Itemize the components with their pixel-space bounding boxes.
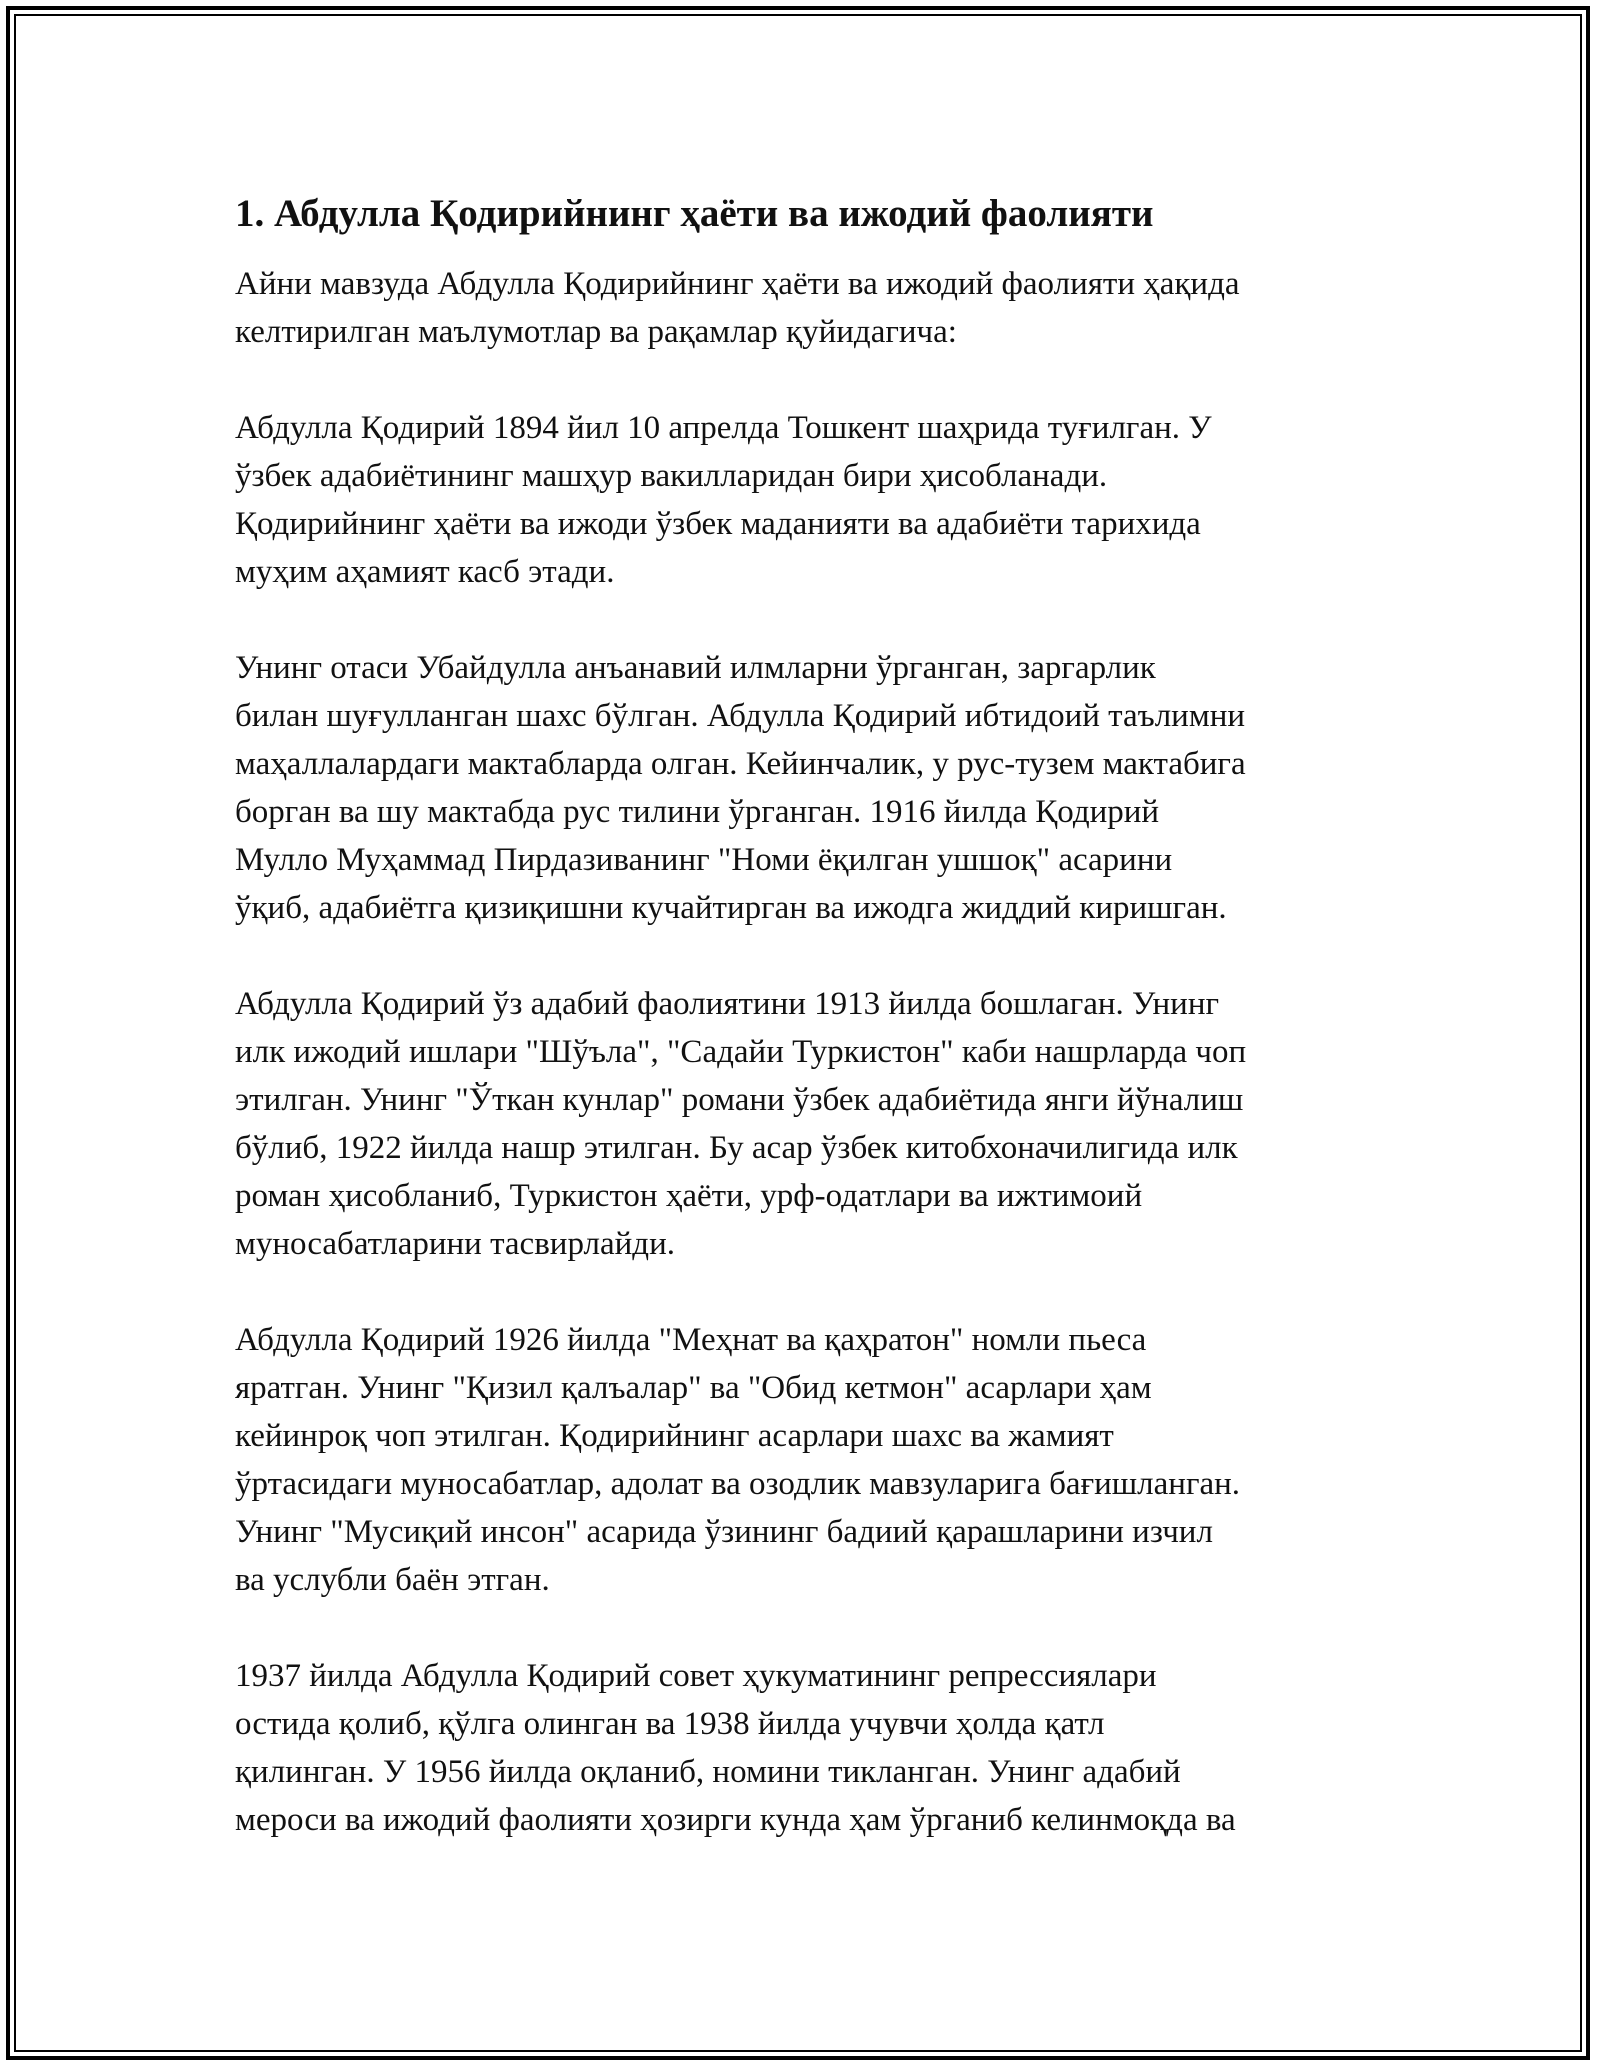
text-line: яратган. Унинг "Қизил қалъалар" ва "Обид кетмон" асарлари ҳам <box>235 1370 1152 1406</box>
text-line: Унинг отаси Убайдулла анъанавий илмларни ўрганган, заргарлик <box>235 650 1156 686</box>
paragraph-works <box>235 1316 1385 1604</box>
section-heading: 1. Абдулла Қодирийнинг ҳаёти ва ижодий фаолияти <box>235 192 1154 235</box>
text-line: Қодирийнинг ҳаёти ва ижоди ўзбек маданияти ва адабиёти тарихида <box>235 506 1201 542</box>
text-line: кейинроқ чоп этилган. Қодирийнинг асарлари шахс ва жамият <box>235 1418 1114 1454</box>
text-line: бўлиб, 1922 йилда нашр этилган. Бу асар ўзбек китобхоначилигида илк <box>235 1130 1238 1166</box>
text-line: Айни мавзуда Абдулла Қодирийнинг ҳаёти ва ижодий фаолияти ҳақида <box>235 266 1240 302</box>
text-line: Абдулла Қодирий ўз адабий фаолиятини 1913 йилда бошлаган. Унинг <box>235 986 1220 1022</box>
text-line: Унинг "Мусиқий инсон" асарида ўзининг бадиий қарашларини изчил <box>235 1514 1213 1550</box>
text-line: Абдулла Қодирий 1894 йил 10 апрелда Тошкент шаҳрида туғилган. У <box>235 410 1212 446</box>
text-line: мероси ва ижодий фаолияти ҳозирги кунда ҳам ўрганиб келинмоқда ва <box>235 1802 1236 1838</box>
text-line: ва услубли баён этган. <box>235 1562 550 1598</box>
text-line: қилинган. У 1956 йилда оқланиб, номини тикланган. Унинг адабий <box>235 1754 1181 1790</box>
document-body <box>235 188 1385 1892</box>
text-line: борган ва шу мактабда рус тилини ўрганган. 1916 йилда Қодирий <box>235 794 1160 830</box>
text-line: Абдулла Қодирий 1926 йилда "Меҳнат ва қаҳратон" номли пьеса <box>235 1322 1147 1358</box>
text-line: Мулло Муҳаммад Пирдазиванинг "Номи ёқилган ушшоқ" асарини <box>235 842 1173 878</box>
text-line: муҳим аҳамият касб этади. <box>235 554 615 590</box>
text-line: ўртасидаги муносабатлар, адолат ва озодлик мавзуларига бағишланган. <box>235 1466 1241 1502</box>
paragraph-literary-start <box>235 980 1385 1268</box>
paragraph-intro <box>235 260 1385 356</box>
paragraph-birth <box>235 404 1385 596</box>
text-line: муносабатларини тасвирлайди. <box>235 1226 675 1262</box>
text-line: билан шуғулланган шахс бўлган. Абдулла Қодирий ибтидоий таълимни <box>235 698 1246 734</box>
text-line: роман ҳисобланиб, Туркистон ҳаёти, урф-одатлари ва ижтимоий <box>235 1178 1143 1214</box>
paragraph-education <box>235 644 1385 932</box>
text-line: этилган. Унинг "Ўткан кунлар" романи ўзбек адабиётида янги йўналиш <box>235 1082 1244 1118</box>
text-line: ўқиб, адабиётга қизиқишни кучайтирган ва ижодга жиддий киришган. <box>235 890 1227 926</box>
text-line: остида қолиб, қўлга олинган ва 1938 йилда учувчи ҳолда қатл <box>235 1706 1105 1742</box>
text-line: келтирилган маълумотлар ва рақамлар қуйидагича: <box>235 314 957 350</box>
paragraph-repression <box>235 1652 1385 1844</box>
text-line: илк ижодий ишлари "Шўъла", "Садайи Туркистон" каби нашрларда чоп <box>235 1034 1247 1070</box>
text-line: 1937 йилда Абдулла Қодирий совет ҳукуматининг репрессиялари <box>235 1658 1157 1694</box>
text-line: ўзбек адабиётининг машҳур вакилларидан бири ҳисобланади. <box>235 458 1108 494</box>
text-line: маҳаллалардаги мактабларда олган. Кейинчалик, у рус-тузем мактабига <box>235 746 1246 782</box>
